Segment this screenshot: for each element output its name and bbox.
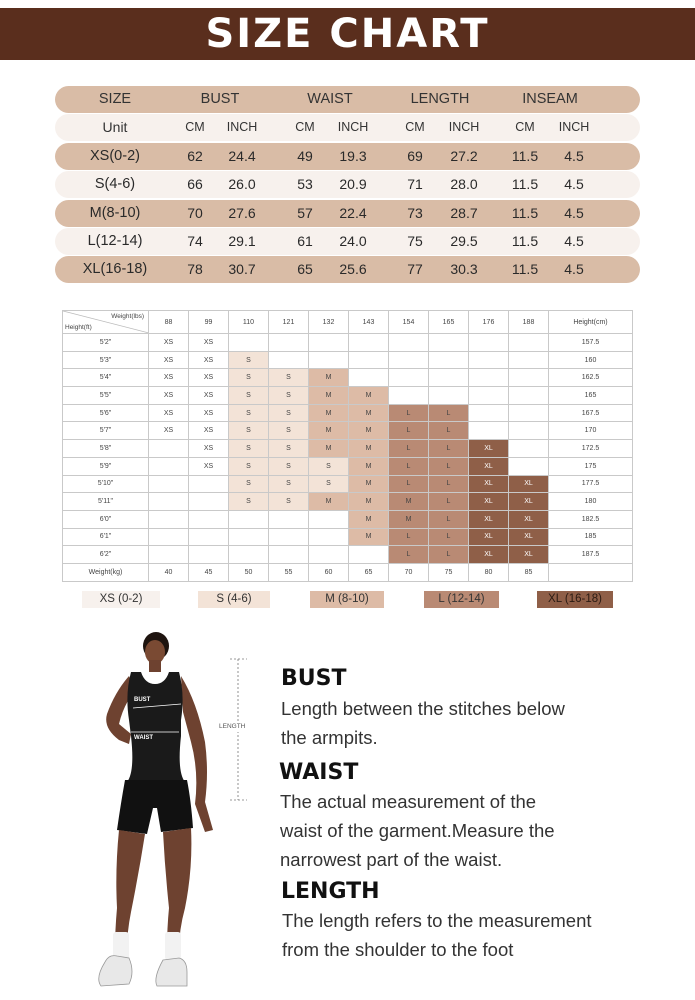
grid-size-cell: S <box>309 457 349 475</box>
grid-size-cell: S <box>269 475 309 493</box>
weight-lbs-cell: 121 <box>269 311 309 334</box>
grid-size-cell <box>149 475 189 493</box>
grid-size-cell <box>429 334 469 352</box>
height-cm-cell: 157.5 <box>549 334 633 352</box>
height-cm-header: Height(cm) <box>549 311 633 334</box>
grid-size-cell: L <box>429 475 469 493</box>
title-banner <box>0 8 695 60</box>
grid-size-cell <box>389 387 429 405</box>
grid-size-cell <box>429 369 469 387</box>
height-cm-cell: 185 <box>549 528 633 546</box>
grid-size-cell: XL <box>469 457 509 475</box>
grid-row <box>63 351 633 369</box>
grid-size-cell: M <box>349 404 389 422</box>
weight-lbs-cell: 132 <box>309 311 349 334</box>
grid-size-cell <box>509 369 549 387</box>
grid-size-cell <box>269 334 309 352</box>
grid-size-cell: XS <box>189 440 229 458</box>
grid-corner-cell <box>63 311 149 334</box>
grid-size-cell: L <box>429 510 469 528</box>
height-cm-cell: 170 <box>549 422 633 440</box>
grid-size-cell <box>509 404 549 422</box>
weight-kg-cell: 50 <box>229 563 269 581</box>
grid-size-cell: XL <box>469 440 509 458</box>
grid-size-cell: L <box>429 493 469 511</box>
grid-size-cell: L <box>389 404 429 422</box>
waist-line: narrowest part of the waist. <box>280 849 503 870</box>
grid-size-cell: L <box>389 546 429 564</box>
header-inseam: INSEAM <box>522 91 578 107</box>
legend-l: L (12-14) <box>424 591 499 608</box>
unit-cell: CM <box>515 120 535 135</box>
grid-footer-row <box>63 563 633 581</box>
grid-size-cell <box>309 546 349 564</box>
grid-row <box>63 528 633 546</box>
grid-row <box>63 475 633 493</box>
size-table-row <box>55 228 640 255</box>
size-table-row <box>55 143 640 170</box>
grid-size-cell: S <box>269 387 309 405</box>
weight-kg-cell: 85 <box>509 563 549 581</box>
grid-size-cell <box>269 528 309 546</box>
size-value: 11.5 <box>511 204 539 221</box>
grid-size-cell: S <box>269 422 309 440</box>
grid-size-cell: M <box>349 528 389 546</box>
grid-size-cell: S <box>229 387 269 405</box>
grid-size-cell <box>389 351 429 369</box>
grid-size-cell <box>309 528 349 546</box>
size-value: 11.5 <box>511 147 539 164</box>
size-value: 74 <box>187 232 203 249</box>
height-ft-cell: 5'9" <box>63 457 149 475</box>
grid-size-cell: XS <box>189 369 229 387</box>
size-value: 4.5 <box>564 261 584 278</box>
size-value: 57 <box>297 204 313 221</box>
unit-cell: INCH <box>337 120 369 135</box>
grid-size-cell: M <box>349 387 389 405</box>
size-value: 4.5 <box>564 147 584 164</box>
size-value: 73 <box>407 204 423 221</box>
size-value: 75 <box>407 232 423 249</box>
model-figure <box>45 632 275 1000</box>
grid-size-cell: XL <box>509 546 549 564</box>
height-ft-label: Height(ft) <box>65 324 92 331</box>
grid-row <box>63 404 633 422</box>
unit-cell: INCH <box>558 120 590 135</box>
grid-size-cell <box>149 493 189 511</box>
size-table-row <box>55 171 640 198</box>
height-ft-cell: 5'11" <box>63 493 149 511</box>
grid-size-cell: S <box>229 404 269 422</box>
grid-size-cell: XS <box>149 369 189 387</box>
grid-row <box>63 510 633 528</box>
grid-size-cell: M <box>389 510 429 528</box>
size-table <box>55 86 640 285</box>
figure-label-length: LENGTH <box>219 723 246 730</box>
legend-s: S (4-6) <box>198 591 270 608</box>
size-table-row <box>55 256 640 283</box>
grid-size-cell: L <box>389 440 429 458</box>
grid-size-cell <box>429 351 469 369</box>
grid-size-cell: XL <box>469 493 509 511</box>
grid-size-cell <box>189 528 229 546</box>
grid-size-cell <box>469 334 509 352</box>
weight-lbs-cell: 143 <box>349 311 389 334</box>
weight-lbs-cell: 176 <box>469 311 509 334</box>
weight-kg-label: Weight(kg) <box>63 563 149 581</box>
size-value: 27.6 <box>228 204 256 221</box>
height-ft-cell: 5'5" <box>63 387 149 405</box>
grid-size-cell: M <box>309 369 349 387</box>
size-value: 27.2 <box>450 147 478 164</box>
size-value: 70 <box>187 204 203 221</box>
grid-row <box>63 369 633 387</box>
grid-size-cell <box>149 457 189 475</box>
grid-size-cell <box>149 510 189 528</box>
grid-size-cell: L <box>429 546 469 564</box>
size-value: 19.3 <box>339 147 367 164</box>
grid-size-cell <box>269 546 309 564</box>
size-value: 24.4 <box>228 147 256 164</box>
grid-size-cell <box>469 422 509 440</box>
size-value: 77 <box>407 261 423 278</box>
size-table-unit-row <box>55 114 640 141</box>
header-bust: BUST <box>200 91 240 107</box>
size-value: 24.0 <box>339 232 367 249</box>
grid-size-cell <box>469 387 509 405</box>
bust-title: BUST <box>281 666 347 691</box>
grid-size-cell <box>349 369 389 387</box>
grid-size-cell <box>229 510 269 528</box>
grid-size-cell: L <box>389 422 429 440</box>
legend-m: M (8-10) <box>310 591 384 608</box>
grid-size-cell: S <box>229 422 269 440</box>
height-cm-cell: 162.5 <box>549 369 633 387</box>
unit-cell: CM <box>405 120 425 135</box>
grid-size-cell: M <box>389 493 429 511</box>
height-cm-cell: 160 <box>549 351 633 369</box>
weight-lbs-cell: 188 <box>509 311 549 334</box>
grid-size-cell: XL <box>509 475 549 493</box>
height-cm-cell: 182.5 <box>549 510 633 528</box>
grid-size-cell: S <box>269 493 309 511</box>
grid-size-cell: XS <box>149 422 189 440</box>
grid-size-cell: XS <box>149 404 189 422</box>
weight-kg-cell: 40 <box>149 563 189 581</box>
grid-row <box>63 546 633 564</box>
size-value: 69 <box>407 147 423 164</box>
size-label: XL(16-18) <box>82 261 148 278</box>
weight-lbs-cell: 88 <box>149 311 189 334</box>
size-value: 53 <box>297 176 313 193</box>
grid-size-cell: XL <box>509 493 549 511</box>
grid-size-cell <box>509 457 549 475</box>
waist-line: waist of the garment.Measure the <box>280 820 555 841</box>
grid-size-cell <box>189 493 229 511</box>
height-cm-cell: 172.5 <box>549 440 633 458</box>
page-title: SIZE CHART <box>205 11 490 57</box>
grid-size-cell <box>149 546 189 564</box>
size-value: 62 <box>187 147 203 164</box>
grid-size-cell <box>349 334 389 352</box>
weight-kg-cell: 80 <box>469 563 509 581</box>
height-ft-cell: 5'3" <box>63 351 149 369</box>
grid-size-cell: XS <box>149 387 189 405</box>
height-ft-cell: 6'0" <box>63 510 149 528</box>
grid-size-cell: M <box>349 440 389 458</box>
figure-label-waist: WAIST <box>134 735 153 741</box>
weight-kg-cell: 55 <box>269 563 309 581</box>
grid-size-cell: S <box>229 493 269 511</box>
grid-empty-cell <box>549 563 633 581</box>
height-cm-cell: 167.5 <box>549 404 633 422</box>
weight-lbs-label: Weight(lbs) <box>111 313 144 320</box>
grid-size-cell <box>429 387 469 405</box>
bust-description <box>281 694 565 752</box>
grid-row <box>63 334 633 352</box>
grid-size-cell: S <box>269 440 309 458</box>
grid-size-cell: XL <box>469 528 509 546</box>
grid-size-cell <box>509 422 549 440</box>
height-cm-cell: 165 <box>549 387 633 405</box>
height-ft-cell: 6'2" <box>63 546 149 564</box>
header-waist: WAIST <box>307 91 353 107</box>
grid-size-cell: M <box>349 493 389 511</box>
grid-size-cell: XS <box>189 334 229 352</box>
grid-size-cell: S <box>269 369 309 387</box>
grid-size-cell <box>189 510 229 528</box>
grid-size-cell: XS <box>149 334 189 352</box>
grid-size-cell: S <box>229 440 269 458</box>
grid-size-cell <box>509 334 549 352</box>
grid-size-cell <box>469 351 509 369</box>
length-line: from the shoulder to the foot <box>282 939 514 960</box>
size-value: 28.7 <box>450 204 478 221</box>
header-length: LENGTH <box>410 91 470 107</box>
size-label: S(4-6) <box>94 176 136 193</box>
legend-xs: XS (0-2) <box>82 591 160 608</box>
grid-size-cell: M <box>349 510 389 528</box>
size-value: 25.6 <box>339 261 367 278</box>
grid-size-cell: XL <box>469 475 509 493</box>
weight-lbs-cell: 165 <box>429 311 469 334</box>
height-ft-cell: 5'8" <box>63 440 149 458</box>
bust-line: Length between the stitches below <box>281 698 565 719</box>
height-ft-cell: 6'1" <box>63 528 149 546</box>
size-value: 22.4 <box>339 204 367 221</box>
weight-lbs-cell: 154 <box>389 311 429 334</box>
header-size: SIZE <box>98 91 132 107</box>
grid-size-cell <box>509 351 549 369</box>
height-ft-cell: 5'10" <box>63 475 149 493</box>
grid-size-cell: XL <box>509 528 549 546</box>
grid-size-cell: XL <box>509 510 549 528</box>
grid-size-cell: S <box>309 475 349 493</box>
grid-size-cell: L <box>389 528 429 546</box>
grid-size-cell <box>309 351 349 369</box>
weight-kg-cell: 65 <box>349 563 389 581</box>
grid-size-cell <box>229 546 269 564</box>
size-value: 4.5 <box>564 232 584 249</box>
size-value: 30.3 <box>450 261 478 278</box>
size-value: 28.0 <box>450 176 478 193</box>
height-cm-cell: 177.5 <box>549 475 633 493</box>
grid-size-cell: S <box>269 457 309 475</box>
grid-size-cell: L <box>429 422 469 440</box>
grid-row <box>63 493 633 511</box>
grid-size-cell: L <box>429 528 469 546</box>
height-cm-cell: 180 <box>549 493 633 511</box>
size-value: 78 <box>187 261 203 278</box>
grid-size-cell <box>229 528 269 546</box>
grid-size-cell: S <box>229 457 269 475</box>
grid-size-cell <box>189 475 229 493</box>
weight-kg-cell: 70 <box>389 563 429 581</box>
grid-size-cell: L <box>429 457 469 475</box>
grid-size-cell: M <box>349 422 389 440</box>
grid-size-cell: S <box>229 351 269 369</box>
waist-description <box>280 787 555 874</box>
size-value: 65 <box>297 261 313 278</box>
size-value: 29.5 <box>450 232 478 249</box>
grid-size-cell: S <box>229 369 269 387</box>
legend-xl: XL (16-18) <box>537 591 613 608</box>
size-value: 61 <box>297 232 313 249</box>
grid-size-cell <box>509 387 549 405</box>
size-value: 49 <box>297 147 313 164</box>
grid-size-cell <box>349 351 389 369</box>
size-label: XS(0-2) <box>90 147 140 164</box>
grid-size-cell: XS <box>189 422 229 440</box>
grid-row <box>63 422 633 440</box>
size-label: L(12-14) <box>87 232 143 249</box>
grid-size-cell <box>469 369 509 387</box>
grid-size-cell <box>389 369 429 387</box>
grid-size-cell <box>269 351 309 369</box>
grid-size-cell: XL <box>469 546 509 564</box>
grid-size-cell <box>189 546 229 564</box>
height-ft-cell: 5'2" <box>63 334 149 352</box>
grid-size-cell: XL <box>469 510 509 528</box>
size-value: 11.5 <box>511 232 539 249</box>
height-ft-cell: 5'7" <box>63 422 149 440</box>
grid-row <box>63 457 633 475</box>
grid-size-cell: XS <box>189 387 229 405</box>
bust-line: the armpits. <box>281 727 378 748</box>
unit-cell: CM <box>185 120 205 135</box>
size-value: 4.5 <box>564 204 584 221</box>
figure-label-bust: BUST <box>134 697 151 703</box>
grid-size-cell: M <box>349 475 389 493</box>
size-value: 11.5 <box>511 261 539 278</box>
grid-size-cell <box>349 546 389 564</box>
weight-kg-cell: 75 <box>429 563 469 581</box>
grid-size-cell: M <box>309 422 349 440</box>
size-value: 26.0 <box>228 176 256 193</box>
size-value: 11.5 <box>511 176 539 193</box>
grid-size-cell: M <box>309 440 349 458</box>
size-value: 30.7 <box>228 261 256 278</box>
grid-size-cell: M <box>309 404 349 422</box>
size-value: 4.5 <box>564 176 584 193</box>
grid-size-cell: XS <box>149 351 189 369</box>
length-title: LENGTH <box>281 879 380 904</box>
size-value: 71 <box>407 176 423 193</box>
unit-cell: INCH <box>226 120 258 135</box>
grid-size-cell: XS <box>189 351 229 369</box>
grid-size-cell: XS <box>189 457 229 475</box>
grid-size-cell: M <box>309 387 349 405</box>
height-ft-cell: 5'6" <box>63 404 149 422</box>
grid-row <box>63 440 633 458</box>
grid-size-cell <box>389 334 429 352</box>
unit-cell: INCH <box>448 120 480 135</box>
grid-size-cell <box>269 510 309 528</box>
grid-size-cell <box>149 528 189 546</box>
grid-size-cell: L <box>389 457 429 475</box>
size-table-row <box>55 200 640 227</box>
grid-size-cell <box>309 334 349 352</box>
size-value: 20.9 <box>339 176 367 193</box>
grid-size-cell: L <box>389 475 429 493</box>
unit-label: Unit <box>102 119 128 136</box>
weight-kg-cell: 60 <box>309 563 349 581</box>
unit-cell: CM <box>295 120 315 135</box>
height-ft-cell: 5'4" <box>63 369 149 387</box>
size-label: M(8-10) <box>89 204 141 221</box>
waist-line: The actual measurement of the <box>280 791 537 812</box>
grid-size-cell <box>509 440 549 458</box>
length-line: The length refers to the measurement <box>282 910 592 931</box>
weight-lbs-cell: 99 <box>189 311 229 334</box>
weight-lbs-cell: 110 <box>229 311 269 334</box>
height-cm-cell: 187.5 <box>549 546 633 564</box>
grid-size-cell: L <box>429 404 469 422</box>
grid-size-cell: M <box>349 457 389 475</box>
size-table-header <box>55 86 640 113</box>
height-cm-cell: 175 <box>549 457 633 475</box>
height-weight-grid <box>62 310 633 582</box>
grid-size-cell: S <box>269 404 309 422</box>
grid-row <box>63 387 633 405</box>
size-value: 29.1 <box>228 232 256 249</box>
weight-kg-cell: 45 <box>189 563 229 581</box>
grid-size-cell <box>309 510 349 528</box>
length-description <box>282 906 592 964</box>
grid-header-row <box>63 311 633 334</box>
grid-size-cell: M <box>309 493 349 511</box>
size-value: 66 <box>187 176 203 193</box>
grid-size-cell: S <box>229 475 269 493</box>
waist-title: WAIST <box>279 760 359 785</box>
grid-size-cell: XS <box>189 404 229 422</box>
grid-size-cell <box>469 404 509 422</box>
grid-size-cell <box>229 334 269 352</box>
grid-size-cell <box>149 440 189 458</box>
grid-size-cell: L <box>429 440 469 458</box>
